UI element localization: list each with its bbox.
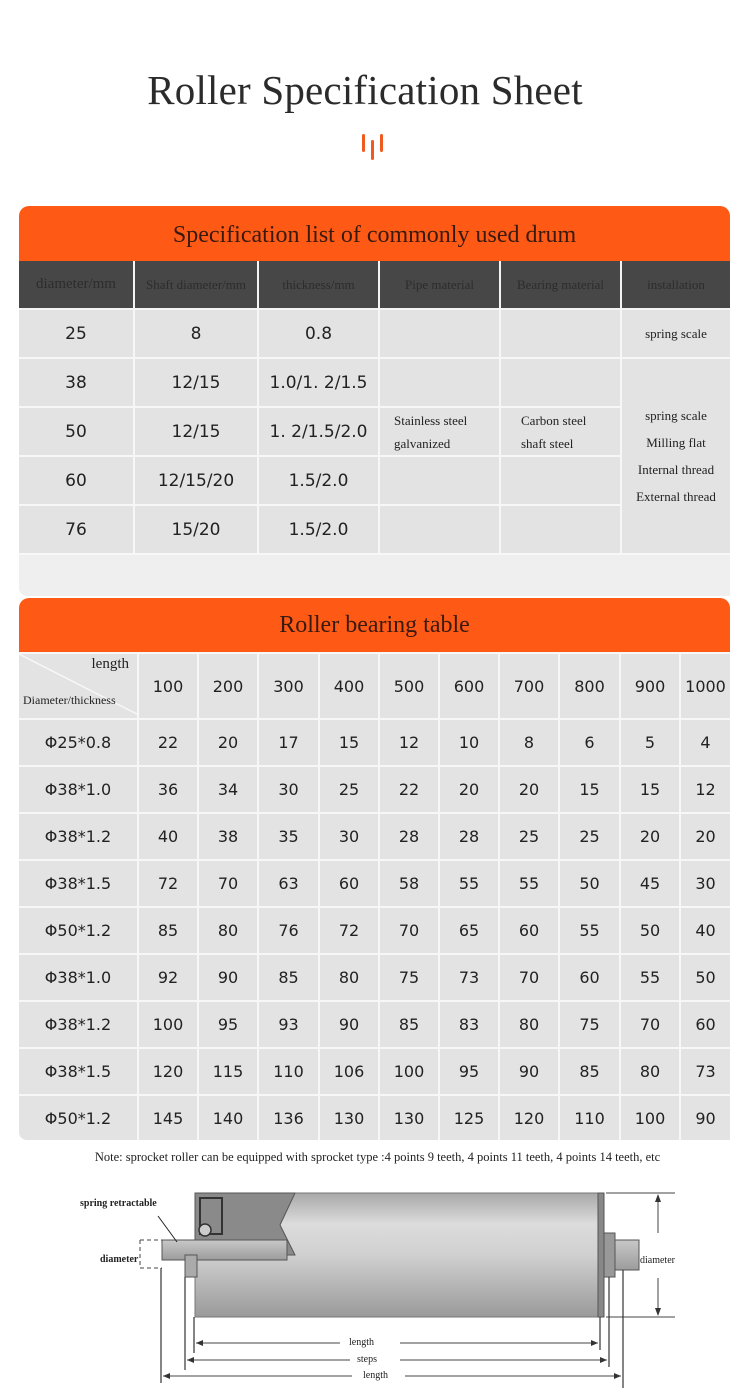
cell-load-value: 4 xyxy=(680,719,730,766)
title-decoration-icon xyxy=(360,132,390,162)
label-diameter-left: diameter xyxy=(100,1254,139,1265)
cell-load-value: 55 xyxy=(620,954,680,1001)
col-header-length: 1000 xyxy=(680,653,730,719)
cell-load-value: 120 xyxy=(138,1048,198,1095)
cell-load-value: 72 xyxy=(319,907,379,954)
cell-load-value: 120 xyxy=(499,1095,559,1140)
cell-load-value: 76 xyxy=(258,907,319,954)
cell-thickness: 0.8 xyxy=(258,309,379,358)
cell-load-value: 100 xyxy=(379,1048,439,1095)
label-diameter-right: diameter xyxy=(640,1255,675,1266)
cell-load-value: 60 xyxy=(680,1001,730,1048)
cell-load-value: 80 xyxy=(198,907,258,954)
cell-load-value: 130 xyxy=(319,1095,379,1140)
cell-load-value: 55 xyxy=(559,907,620,954)
row-label-diameter-thickness: Φ50*1.2 xyxy=(19,907,138,954)
cell-load-value: 20 xyxy=(198,719,258,766)
cell-load-value: 110 xyxy=(258,1048,319,1095)
col-header-thickness: thickness/mm xyxy=(258,261,379,309)
cell-thickness: 1.5/2.0 xyxy=(258,505,379,554)
cell-load-value: 90 xyxy=(680,1095,730,1140)
cell-load-value: 50 xyxy=(620,907,680,954)
table-row xyxy=(19,907,730,954)
cell-bearing-material xyxy=(500,407,621,456)
cell-load-value: 75 xyxy=(379,954,439,1001)
table-row xyxy=(19,1001,730,1048)
cell-load-value: 85 xyxy=(138,907,198,954)
cell-load-value: 15 xyxy=(319,719,379,766)
cell-load-value: 106 xyxy=(319,1048,379,1095)
cell-load-value: 93 xyxy=(258,1001,319,1048)
cell-load-value: 55 xyxy=(499,860,559,907)
cell-load-value: 40 xyxy=(138,813,198,860)
spec-table xyxy=(19,261,730,555)
cell-load-value: 12 xyxy=(680,766,730,813)
cell-shaft: 12/15 xyxy=(134,358,258,407)
cell-load-value: 110 xyxy=(559,1095,620,1140)
cell-installation-options xyxy=(621,358,730,554)
col-header-length: 100 xyxy=(138,653,198,719)
cell-shaft: 15/20 xyxy=(134,505,258,554)
cell-thickness: 1.5/2.0 xyxy=(258,456,379,505)
cell-load-value: 15 xyxy=(559,766,620,813)
bearing-table-header-row xyxy=(19,653,730,719)
table-row xyxy=(19,358,730,407)
cell-load-value: 70 xyxy=(620,1001,680,1048)
col-header-bearing: Bearing material xyxy=(500,261,621,309)
cell-pipe-empty xyxy=(379,309,500,358)
corner-diameter-label: Diameter/thickness xyxy=(23,693,116,707)
cell-load-value: 20 xyxy=(680,813,730,860)
cell-load-value: 145 xyxy=(138,1095,198,1140)
cell-load-value: 25 xyxy=(559,813,620,860)
installation-option: Milling flat xyxy=(646,435,706,450)
col-header-length: 700 xyxy=(499,653,559,719)
col-header-length: 600 xyxy=(439,653,499,719)
cell-load-value: 83 xyxy=(439,1001,499,1048)
col-header-pipe: Pipe material xyxy=(379,261,500,309)
label-length-outer: length xyxy=(363,1370,388,1381)
row-label-diameter-thickness: Φ38*1.0 xyxy=(19,954,138,1001)
cell-pipe-empty xyxy=(379,505,500,554)
sprocket-note: Note: sprocket roller can be equipped with sprocket type :4 points 9 teeth, 4 points 11 teeth, 4 points 14 teeth, etc xyxy=(94,1150,661,1164)
cell-load-value: 90 xyxy=(499,1048,559,1095)
cell-load-value: 20 xyxy=(439,766,499,813)
row-label-diameter-thickness: Φ25*0.8 xyxy=(19,719,138,766)
cell-bearing-empty xyxy=(500,456,621,505)
cell-load-value: 30 xyxy=(680,860,730,907)
cell-load-value: 65 xyxy=(439,907,499,954)
col-header-length: 200 xyxy=(198,653,258,719)
cell-load-value: 58 xyxy=(379,860,439,907)
cell-bearing-empty xyxy=(500,309,621,358)
cell-diameter: 60 xyxy=(19,456,134,505)
col-header-length: 500 xyxy=(379,653,439,719)
cell-load-value: 25 xyxy=(319,766,379,813)
page-title: Roller Specification Sheet xyxy=(147,67,583,113)
cell-load-value: 25 xyxy=(499,813,559,860)
cell-load-value: 60 xyxy=(499,907,559,954)
table-row xyxy=(19,1095,730,1140)
table-row xyxy=(19,719,730,766)
cell-shaft: 12/15 xyxy=(134,407,258,456)
cell-load-value: 10 xyxy=(439,719,499,766)
cell-load-value: 115 xyxy=(198,1048,258,1095)
cell-load-value: 80 xyxy=(499,1001,559,1048)
pipe-material-line: galvanized xyxy=(394,435,451,451)
installation-option: External thread xyxy=(636,489,716,504)
cell-thickness: 1. 2/1.5/2.0 xyxy=(258,407,379,456)
spec-table-card xyxy=(19,206,730,596)
cell-load-value: 28 xyxy=(439,813,499,860)
cell-load-value: 80 xyxy=(620,1048,680,1095)
installation-option: Internal thread xyxy=(637,462,715,477)
spec-table-header-row xyxy=(19,261,730,309)
col-header-length: 900 xyxy=(620,653,680,719)
roller-drawing-icon xyxy=(60,1180,720,1400)
cell-load-value: 17 xyxy=(258,719,319,766)
cell-load-value: 100 xyxy=(620,1095,680,1140)
bearing-material-line: Carbon steel xyxy=(521,412,587,428)
cell-load-value: 125 xyxy=(439,1095,499,1140)
cell-load-value: 90 xyxy=(319,1001,379,1048)
cell-load-value: 45 xyxy=(620,860,680,907)
cell-load-value: 70 xyxy=(499,954,559,1001)
cell-diameter: 76 xyxy=(19,505,134,554)
bearing-table xyxy=(19,652,730,1140)
row-label-diameter-thickness: Φ38*1.2 xyxy=(19,813,138,860)
cell-load-value: 70 xyxy=(379,907,439,954)
spec-table-title: Specification list of commonly used drum xyxy=(19,206,730,261)
cell-load-value: 72 xyxy=(138,860,198,907)
col-header-installation: installation xyxy=(621,261,730,309)
cell-load-value: 85 xyxy=(379,1001,439,1048)
row-label-diameter-thickness: Φ38*1.5 xyxy=(19,860,138,907)
col-header-length: 400 xyxy=(319,653,379,719)
cell-bearing-empty xyxy=(500,505,621,554)
cell-load-value: 20 xyxy=(620,813,680,860)
label-steps: steps xyxy=(357,1354,377,1365)
cell-pipe-empty xyxy=(379,456,500,505)
pipe-material-line: Stainless steel xyxy=(394,412,468,428)
cell-installation: spring scale xyxy=(621,309,730,358)
table-row xyxy=(19,813,730,860)
cell-load-value: 35 xyxy=(258,813,319,860)
cell-diameter: 50 xyxy=(19,407,134,456)
cell-load-value: 130 xyxy=(379,1095,439,1140)
cell-load-value: 85 xyxy=(258,954,319,1001)
cell-load-value: 40 xyxy=(680,907,730,954)
cell-load-value: 12 xyxy=(379,719,439,766)
cell-bearing-empty xyxy=(500,358,621,407)
cell-load-value: 15 xyxy=(620,766,680,813)
cell-load-value: 22 xyxy=(138,719,198,766)
bearing-material-line: shaft steel xyxy=(521,435,574,451)
cell-shaft: 8 xyxy=(134,309,258,358)
cell-load-value: 22 xyxy=(379,766,439,813)
cell-diameter: 38 xyxy=(19,358,134,407)
cell-load-value: 30 xyxy=(319,813,379,860)
installation-option: spring scale xyxy=(645,408,707,423)
cell-load-value: 6 xyxy=(559,719,620,766)
col-header-length: 800 xyxy=(559,653,620,719)
cell-load-value: 73 xyxy=(439,954,499,1001)
cell-load-value: 92 xyxy=(138,954,198,1001)
cell-load-value: 38 xyxy=(198,813,258,860)
label-spring-retractable: spring retractable xyxy=(80,1198,157,1209)
cell-load-value: 73 xyxy=(680,1048,730,1095)
cell-load-value: 60 xyxy=(319,860,379,907)
row-label-diameter-thickness: Φ38*1.0 xyxy=(19,766,138,813)
cell-load-value: 36 xyxy=(138,766,198,813)
cell-load-value: 100 xyxy=(138,1001,198,1048)
roller-diagram xyxy=(60,1180,720,1400)
cell-load-value: 34 xyxy=(198,766,258,813)
table-row xyxy=(19,1048,730,1095)
cell-load-value: 20 xyxy=(499,766,559,813)
bearing-table-card xyxy=(19,598,730,1140)
table-row xyxy=(19,309,730,358)
cell-pipe-empty xyxy=(379,358,500,407)
corner-header-cell xyxy=(19,653,138,719)
cell-load-value: 5 xyxy=(620,719,680,766)
cell-shaft: 12/15/20 xyxy=(134,456,258,505)
col-header-diameter: diameter/mm xyxy=(19,261,134,309)
cell-load-value: 70 xyxy=(198,860,258,907)
cell-diameter: 25 xyxy=(19,309,134,358)
cell-load-value: 8 xyxy=(499,719,559,766)
cell-load-value: 140 xyxy=(198,1095,258,1140)
cell-load-value: 50 xyxy=(680,954,730,1001)
cell-load-value: 136 xyxy=(258,1095,319,1140)
row-label-diameter-thickness: Φ38*1.2 xyxy=(19,1001,138,1048)
cell-load-value: 55 xyxy=(439,860,499,907)
table-row xyxy=(19,860,730,907)
corner-length-label: length xyxy=(91,656,129,672)
cell-load-value: 63 xyxy=(258,860,319,907)
table-row xyxy=(19,954,730,1001)
cell-load-value: 75 xyxy=(559,1001,620,1048)
cell-load-value: 28 xyxy=(379,813,439,860)
row-label-diameter-thickness: Φ38*1.5 xyxy=(19,1048,138,1095)
col-header-shaft: Shaft diameter/mm xyxy=(134,261,258,309)
cell-load-value: 30 xyxy=(258,766,319,813)
row-label-diameter-thickness: Φ50*1.2 xyxy=(19,1095,138,1140)
cell-load-value: 95 xyxy=(439,1048,499,1095)
cell-load-value: 50 xyxy=(559,860,620,907)
label-length-inner: length xyxy=(349,1337,374,1348)
cell-load-value: 85 xyxy=(559,1048,620,1095)
cell-load-value: 95 xyxy=(198,1001,258,1048)
bearing-table-title: Roller bearing table xyxy=(19,598,730,652)
col-header-length: 300 xyxy=(258,653,319,719)
cell-load-value: 60 xyxy=(559,954,620,1001)
cell-pipe-material xyxy=(379,407,500,456)
table-row xyxy=(19,766,730,813)
cell-load-value: 90 xyxy=(198,954,258,1001)
cell-thickness: 1.0/1. 2/1.5 xyxy=(258,358,379,407)
cell-load-value: 80 xyxy=(319,954,379,1001)
